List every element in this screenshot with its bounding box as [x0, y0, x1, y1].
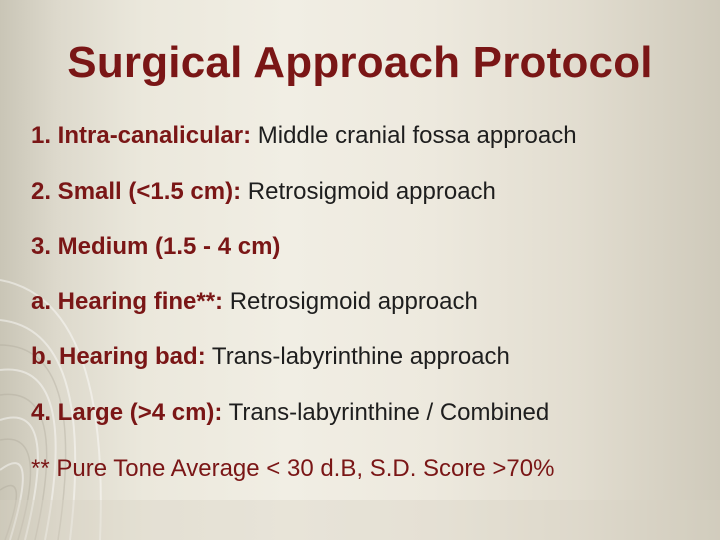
- protocol-item-hearing-fine: [31, 288, 478, 316]
- item-text: Trans-labyrinthine approach: [205, 343, 510, 370]
- protocol-item-hearing-bad: [31, 343, 510, 371]
- item-label: a. Hearing fine**:: [31, 288, 224, 315]
- protocol-item-small: [31, 178, 496, 206]
- footnote: ** Pure Tone Average < 30 d.B, S.D. Score >70%: [31, 455, 555, 482]
- item-text: Retrosigmoid approach: [223, 288, 478, 315]
- slide-title: Surgical Approach Protocol: [67, 38, 653, 87]
- item-label: 1. Intra-canalicular:: [31, 122, 252, 149]
- item-text: Retrosigmoid approach: [241, 178, 496, 205]
- item-label: b. Hearing bad:: [31, 343, 206, 370]
- item-label: 2. Small (<1.5 cm):: [31, 178, 242, 205]
- protocol-item-medium: [31, 233, 280, 261]
- item-label: 4. Large (>4 cm):: [31, 399, 223, 426]
- item-text: Trans-labyrinthine / Combined: [222, 399, 550, 426]
- item-label: 3. Medium (1.5 - 4 cm): [31, 233, 281, 260]
- protocol-item-large: [31, 399, 549, 427]
- item-text: Middle cranial fossa approach: [251, 122, 577, 149]
- protocol-item-intra-canalicular: [31, 122, 577, 150]
